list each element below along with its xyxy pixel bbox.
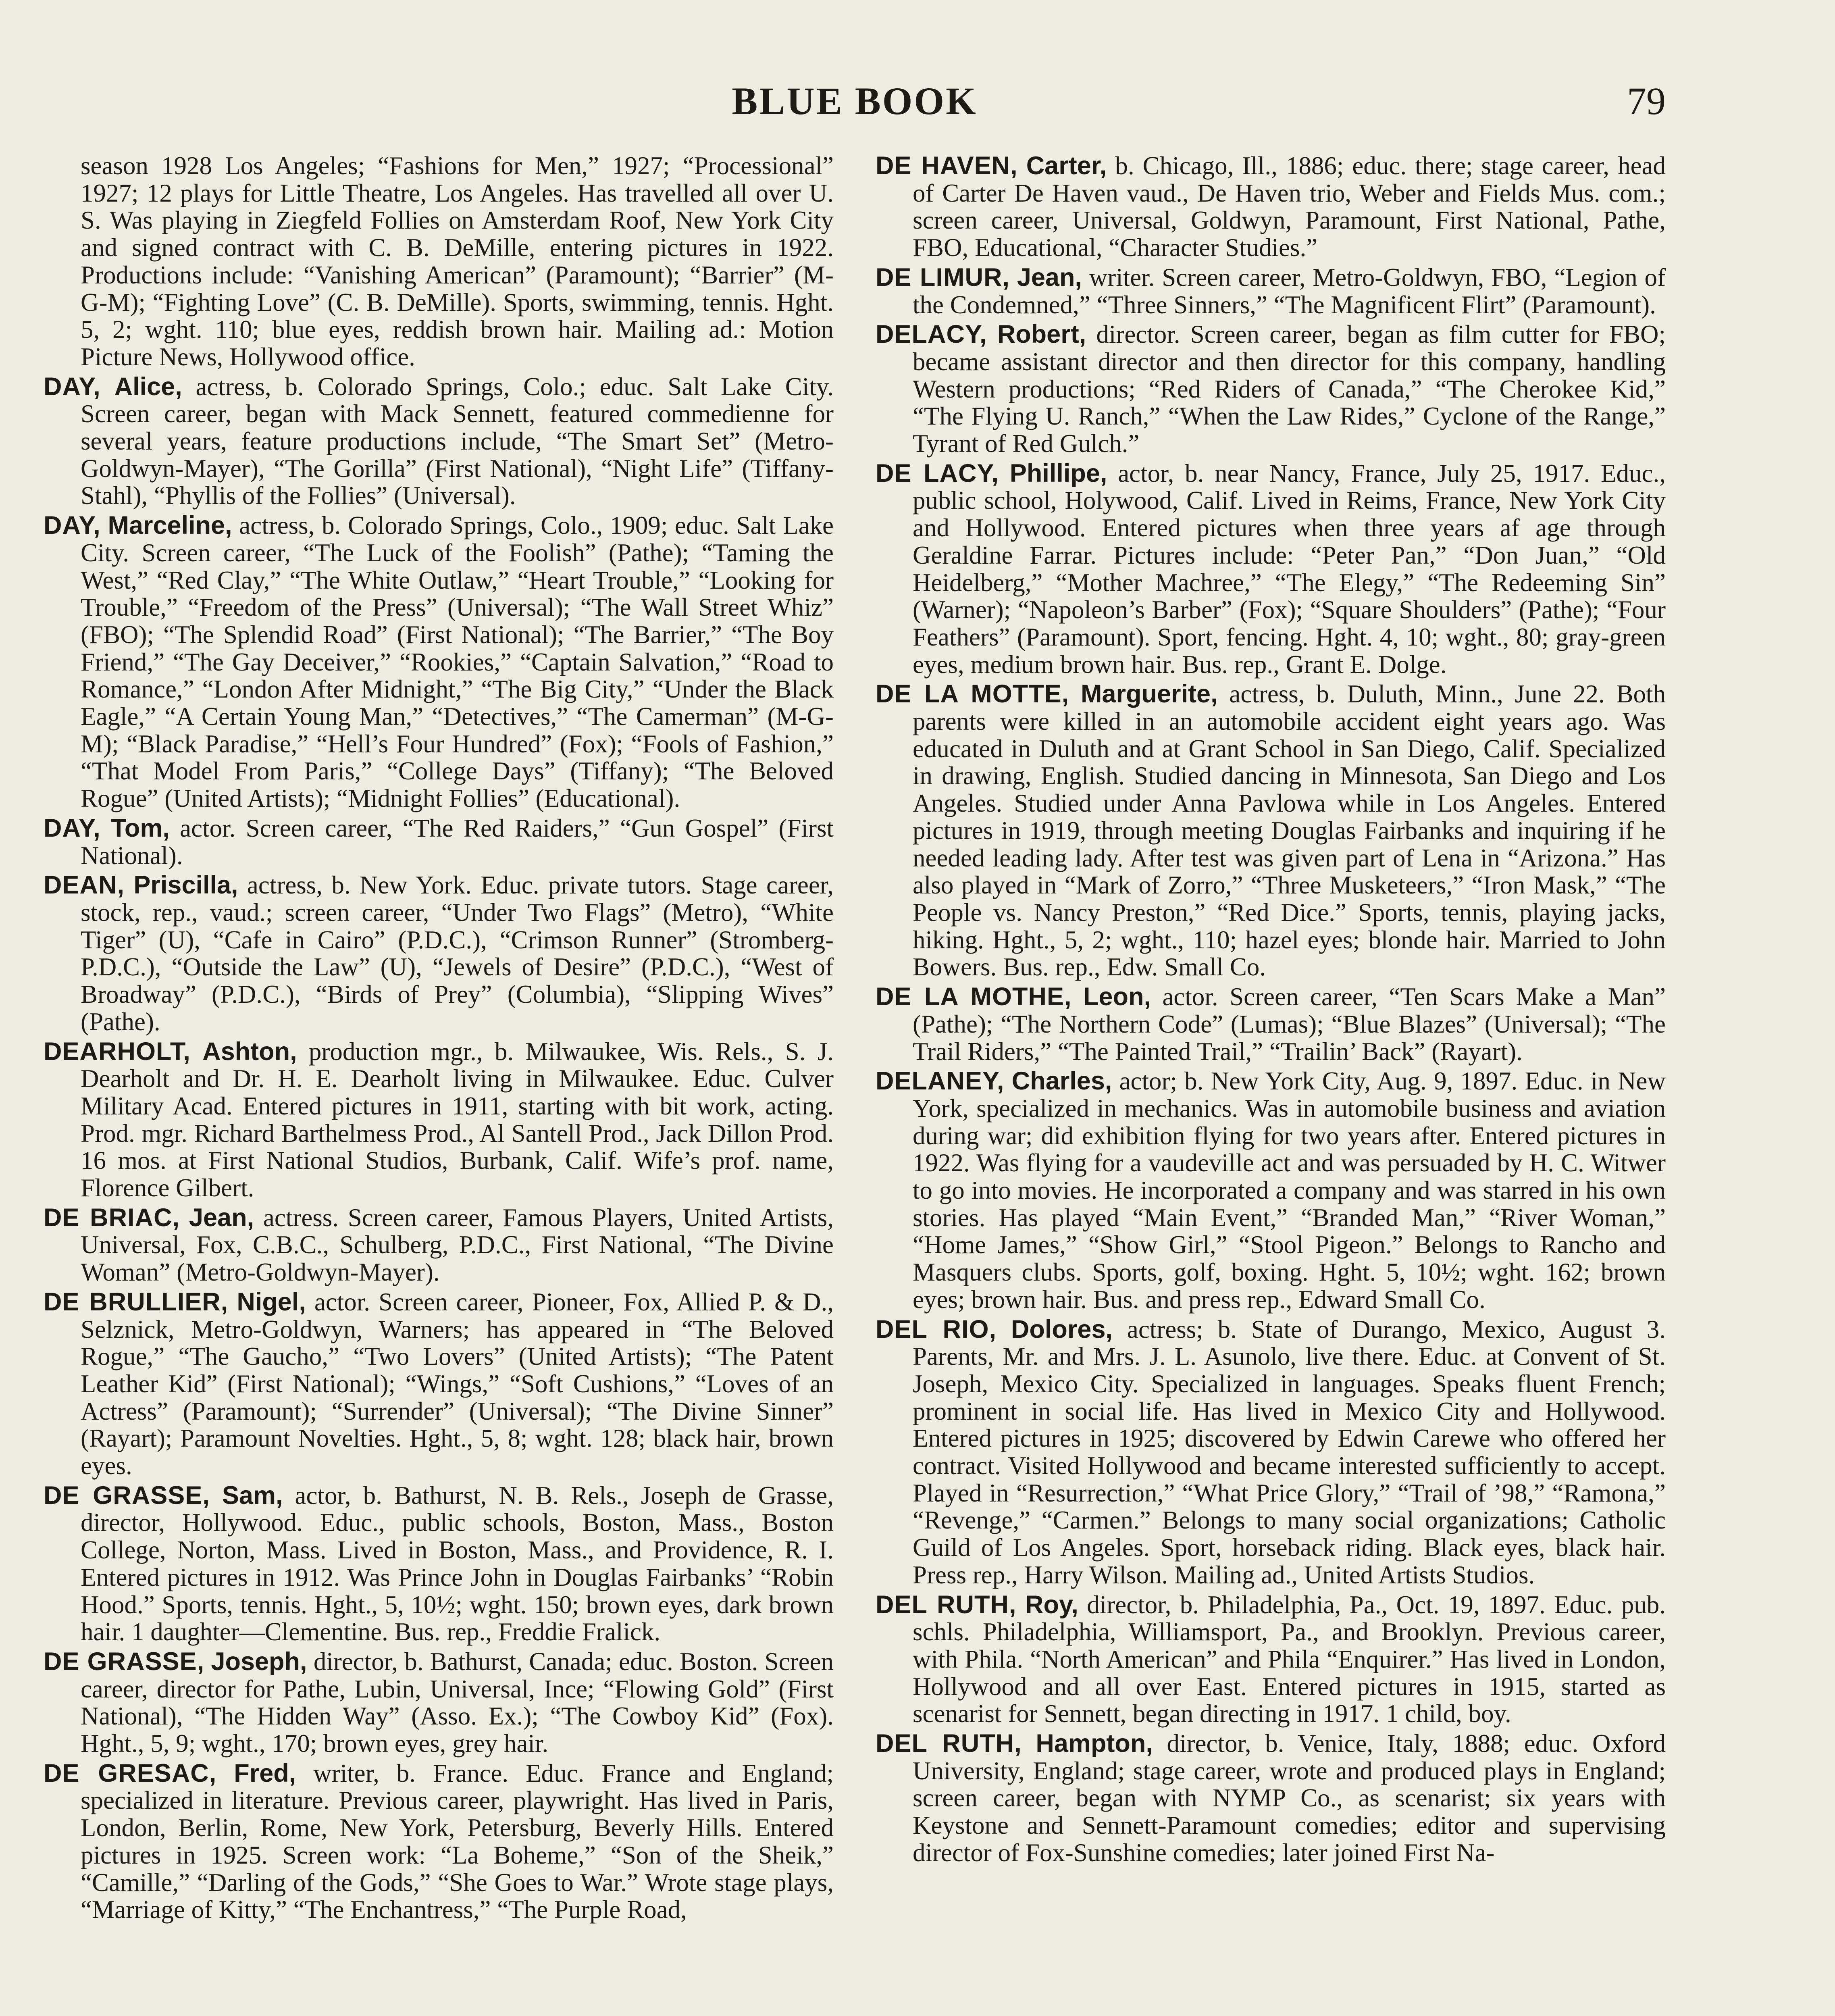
entry-surname: DE LACY, (876, 459, 999, 487)
entry-given-name: Marguerite, (1081, 680, 1218, 708)
entry-surname: DEL RIO, (876, 1315, 997, 1343)
continued-entry: season 1928 Los Angeles; “Fashions for Men,” 1927; “Processional” 1927; 12 plays for Little Theatre, Los Angeles. Has travelled all over U. S. Was playing in Ziegfeld Follies on Amsterdam Roof, New York City and signed contract with C. B. DeMille, entering pictures in 1922. Productions include: “Vanishing American” (Paramount); “Barrier” (M-G-M); “Fighting Love” (C. B. DeMille). Sports, swimming, tennis. Hght. 5, 2; wght. 110; blue eyes, reddish brown hair. Mailing ad.: Motion Picture News, Hollywood office. (81, 152, 834, 371)
directory-entry (876, 152, 1666, 262)
entry-surname: DEL RUTH, (876, 1590, 1017, 1619)
entry-given-name: Roy, (1025, 1590, 1078, 1619)
entry-surname: DEL RUTH, (876, 1729, 1022, 1758)
directory-entry (44, 1482, 834, 1646)
entry-text: actress, b. Colorado Springs, Colo.; educ. Salt Lake City. Screen career, began with Mack Sennett, featured commedienne for several years, feature productions include, “The Smart Set” (Metro-Goldwyn-Mayer), “The Gorilla” (First National), “Night Life” (Tiffany-Stahl), “Phyllis of the Follies” (Universal). (81, 372, 834, 510)
entry-text: actor, b. Bathurst, N. B. Rels., Joseph de Grasse, director, Hollywood. Educ., public schools, Boston, Mass., Boston College, Norton, Mass. Lived in Boston, Mass., and Providence, R. I. Entered pictures in 1912. Was Prince John in Douglas Fairbanks’ “Robin Hood.” Sports, tennis. Hght., 5, 10½; wght. 150; brown eyes, dark brown hair. 1 daughter—Clementine. Bus. rep., Freddie Fralick. (81, 1481, 834, 1646)
directory-entry (876, 264, 1666, 319)
entry-given-name: Robert, (997, 320, 1086, 349)
directory-entry (44, 1204, 834, 1286)
directory-entry (876, 1068, 1666, 1313)
entry-given-name: Fred, (234, 1759, 296, 1787)
entry-text: actor. Screen career, “The Red Raiders,” “Gun Gospel” (First National). (81, 814, 834, 870)
entry-given-name: Jean, (189, 1203, 254, 1232)
directory-entry (44, 1760, 834, 1924)
entry-given-name: Priscilla, (133, 871, 238, 900)
entry-text: actress. Screen career, Famous Players, United Artists, Universal, Fox, C.B.C., Schulberg, P.D.C., First National, “The Divine Woman” (Metro-Goldwyn-Mayer). (81, 1203, 834, 1287)
entry-given-name: Ashton, (202, 1037, 297, 1066)
entry-text: director, b. Venice, Italy, 1888; educ. Oxford University, England; stage career, wrote and produced plays in England; screen career, began with NYMP Co., as scenarist; six years with Keystone and Sennett-Paramount comedies; editor and supervising director of Fox-Sunshine comedies; later joined First Na- (913, 1729, 1666, 1867)
entry-surname: DEARHOLT, (44, 1037, 191, 1066)
directory-entry (876, 460, 1666, 679)
page-number: 79 (1627, 79, 1666, 123)
entry-given-name: Leon, (1083, 983, 1151, 1011)
entry-given-name: Phillipe, (1009, 459, 1107, 487)
entry-text: actress, b. Duluth, Minn., June 22. Both parents were killed in an automobile accident eight years ago. Was educated in Duluth and at Grant School in San Diego, Calif. Specialized in drawing, English. Studied dancing in Minnesota, San Diego and Los Angeles. Studied under Anna Pavlowa while in Los Angeles. Entered pictures in 1919, through meeting Douglas Fairbanks and inquiring if he needed leading lady. After test was given part of Lena in “Arizona.” Has also played in “Mark of Zorro,” “Three Musketeers,” “Iron Mask,” “The People vs. Nancy Preston,” “Red Dice.” Sports, tennis, playing jacks, hiking. Hght., 5, 2; wght., 110; hazel eyes; blonde hair. Married to John Bowers. Bus. rep., Edw. Small Co. (913, 680, 1666, 981)
directory-entry (876, 681, 1666, 981)
entry-text: actress, b. Colorado Springs, Colo., 1909; educ. Salt Lake City. Screen career, “The Luck of the Foolish” (Pathe); “Taming the West,” “Red Clay,” “The White Outlaw,” “Heart Trouble,” “Looking for Trouble,” “Freedom of the Press” (Universal); “The Wall Street Whiz” (FBO); “The Splendid Road” (First National); “The Barrier,” “The Boy Friend,” “The Gay Deceiver,” “Rookies,” “Captain Salvation,” “Road to Romance,” “London After Midnight,” “The Big City,” “Under the Black Eagle,” “A Certain Young Man,” “Detectives,” “The Camerman” (M-G-M); “Black Paradise,” “Hell’s Four Hundred” (Fox); “Fools of Fashion,” “That Model From Paris,” “College Days” (Tiffany); “The Beloved Rogue” (United Artists); “Midnight Follies” (Educational). (81, 511, 834, 813)
entry-surname: DE GRESAC, (44, 1759, 217, 1787)
entry-given-name: Charles, (1011, 1067, 1112, 1095)
entry-text: b. Chicago, Ill., 1886; educ. there; stage career, head of Carter De Haven vaud., De Haven trio, Weber and Fields Mus. com.; screen career, Universal, Goldwyn, Paramount, First National, Pathe, FBO, Educational, “Character Studies.” (913, 152, 1666, 262)
entry-surname: DAY, (44, 511, 101, 540)
entry-text: production mgr., b. Milwaukee, Wis. Rels., S. J. Dearholt and Dr. H. E. Dearholt living in Milwaukee. Educ. Culver Military Acad. Entered pictures in 1911, starting with bit work, acting. Prod. mgr. Richard Barthelmess Prod., Al Santell Prod., Jack Dillon Prod. 16 mos. at First National Studios, Burbank, Calif. Wife’s prof. name, Florence Gilbert. (81, 1037, 834, 1202)
entry-given-name: Nigel, (237, 1287, 306, 1316)
entry-text: writer, b. France. Educ. France and England; specialized in literature. Previous career, playwright. Has lived in Paris, London, Berlin, Rome, New York, Petersburg, Beverly Hills. Entered pictures in 1925. Screen work: “La Boheme,” “Son of the Sheik,” “Camille,” “Darling of the Gods,” “She Goes to War.” Wrote stage plays, “Marriage of Kitty,” “The Enchantress,” “The Purple Road, (81, 1759, 834, 1924)
entry-surname: DE HAVEN, (876, 152, 1018, 180)
entry-given-name: Carter, (1026, 152, 1107, 180)
entry-surname: DAY, (44, 372, 101, 401)
entry-text: director. Screen career, began as film cutter for FBO; became assistant director and then director for this company, handling Western productions; “Red Riders of Canada,” “The Cherokee Kid,” “The Flying U. Ranch,” “When the Law Rides,” Cyclone of the Range,” Tyrant of Red Gulch.” (913, 320, 1666, 458)
directory-entry (876, 1316, 1666, 1589)
directory-entry (876, 1730, 1666, 1867)
entry-text: director, b. Philadelphia, Pa., Oct. 19, 1897. Educ. pub. schls. Philadelphia, Williamsport, Pa., and Brooklyn. Previous career, with Phila. “North American” and Phila “Enquirer.” Has lived in London, Hollywood and all over East. Entered pictures in 1915, started as scenarist for Sennett, began directing in 1917. 1 child, boy. (913, 1590, 1666, 1728)
entry-given-name: Hampton, (1036, 1729, 1153, 1758)
entry-given-name: Sam, (222, 1481, 283, 1510)
entry-text: actor; b. New York City, Aug. 9, 1897. Educ. in New York, specialized in mechanics. Was in automobile business and aviation during war; did exhibition flying for two years after. Entered pictures in 1922. Was flying for a vaudeville act and was persuaded by H. C. Witwer to go into movies. He incorporated a company and was starred in his own stories. Has played “Main Event,” “Branded Man,” “River Woman,” “Home James,” “Show Girl,” “Stool Pigeon.” Belongs to Rancho and Masquers clubs. Sports, golf, boxing. Hght. 5, 10½; wght. 162; brown eyes; brown hair. Bus. and press rep., Edward Small Co. (913, 1067, 1666, 1314)
entry-text: director, b. Bathurst, Canada; educ. Boston. Screen career, director for Pathe, Lubin, Universal, Ince; “Flowing Gold” (First National), “The Hidden Way” (Asso. Ex.); “The Cowboy Kid” (Fox). Hght., 5, 9; wght., 170; brown eyes, grey hair. (81, 1647, 834, 1758)
directory-entry (44, 373, 834, 510)
entry-surname: DAY, (44, 814, 101, 842)
entry-text: actress, b. New York. Educ. private tutors. Stage career, stock, rep., vaud.; screen career, “Under Two Flags” (Metro), “White Tiger” (U), “Cafe in Cairo” (P.D.C.), “Crimson Runner” (Stromberg-P.D.C.), “Outside the Law” (U), “Jewels of Desire” (P.D.C.), “West of Broadway” (P.D.C.), “Birds of Prey” (Columbia), “Slipping Wives” (Pathe). (81, 871, 834, 1036)
entry-surname: DE BRULLIER, (44, 1287, 229, 1316)
directory-entry (876, 321, 1666, 458)
entry-surname: DE GRASSE, (44, 1647, 205, 1676)
right-column (876, 152, 1666, 2016)
directory-entry (876, 1591, 1666, 1728)
entry-surname: DELACY, (876, 320, 987, 349)
entry-given-name: Dolores, (1011, 1315, 1113, 1343)
entry-surname: DE LIMUR, (876, 263, 1010, 292)
directory-entry (876, 983, 1666, 1065)
entry-given-name: Jean, (1017, 263, 1082, 292)
entry-given-name: Marceline, (108, 511, 232, 540)
directory-entry (44, 815, 834, 869)
entry-surname: DE GRASSE, (44, 1481, 210, 1510)
entry-text: actress; b. State of Durango, Mexico, August 3. Parents, Mr. and Mrs. J. L. Asunolo, live there. Educ. at Convent of St. Joseph, Mexico City. Specialized in languages. Speaks fluent French; prominent in social life. Has lived in Mexico City and Hollywood. Entered pictures in 1925; discovered by Edwin Carewe who offered her contract. Visited Hollywood and became interested sufficiently to accept. Played in “Resurrection,” “What Price Glory,” “Trail of ’98,” “Ramona,” “Revenge,” “Carmen.” Belongs to many social organizations; Catholic Guild of Los Angeles. Sport, horseback riding. Black eyes, black hair. Press rep., Harry Wilson. Mailing ad., United Artists Studios. (913, 1315, 1666, 1589)
entry-surname: DE LA MOTHE, (876, 983, 1072, 1011)
entry-given-name: Tom, (111, 814, 170, 842)
entry-text: actor. Screen career, Pioneer, Fox, Allied P. & D., Selznick, Metro-Goldwyn, Warners; has appeared in “The Beloved Rogue,” “The Gaucho,” “Two Lovers” (United Artists); “The Patent Leather Kid” (First National); “Wings,” “Soft Cushions,” “Loves of an Actress” (Paramount); “Surrender” (Universal); “The Divine Sinner” (Rayart); Paramount Novelties. Hght., 5, 8; wght. 128; black hair, brown eyes. (81, 1287, 834, 1480)
directory-entry (44, 512, 834, 812)
entry-given-name: Alice, (114, 372, 182, 401)
directory-entry (44, 1648, 834, 1758)
directory-entry (44, 1289, 834, 1480)
entry-surname: DELANEY, (876, 1067, 1005, 1095)
running-title: BLUE BOOK (732, 79, 978, 123)
entry-surname: DE LA MOTTE, (876, 680, 1069, 708)
entry-given-name: Joseph, (211, 1647, 307, 1676)
entry-surname: DEAN, (44, 871, 125, 900)
entry-text: actor. Screen career, “Ten Scars Make a Man” (Pathe); “The Northern Code” (Lumas); “Blue Blazes” (Universal); “The Trail Riders,” “The Painted Trail,” “Trailin’ Back” (Rayart). (913, 983, 1666, 1066)
left-column (44, 152, 834, 2016)
page-header (44, 79, 1666, 139)
directory-entry (44, 1038, 834, 1202)
entry-surname: DE BRIAC, (44, 1203, 180, 1232)
directory-entry (44, 872, 834, 1035)
entry-text: actor, b. near Nancy, France, July 25, 1917. Educ., public school, Holywood, Calif. Lived in Reims, France, New York City and Hollywood. Entered pictures when three years af age through Geraldine Farrar. Pictures include: “Peter Pan,” “Don Juan,” “Old Heidelberg,” “Mother Machree,” “The Elegy,” “The Redeeming Sin” (Warner); “Napoleon’s Barber” (Fox); “Square Shoulders” (Pathe); “Four Feathers” (Paramount). Sport, fencing. Hght. 4, 10; wght., 80; gray-green eyes, medium brown hair. Bus. rep., Grant E. Dolge. (913, 459, 1666, 679)
entry-text: writer. Screen career, Metro-Goldwyn, FBO, “Legion of the Condemned,” “Three Sinners,” “The Magnificent Flirt” (Paramount). (913, 263, 1666, 319)
